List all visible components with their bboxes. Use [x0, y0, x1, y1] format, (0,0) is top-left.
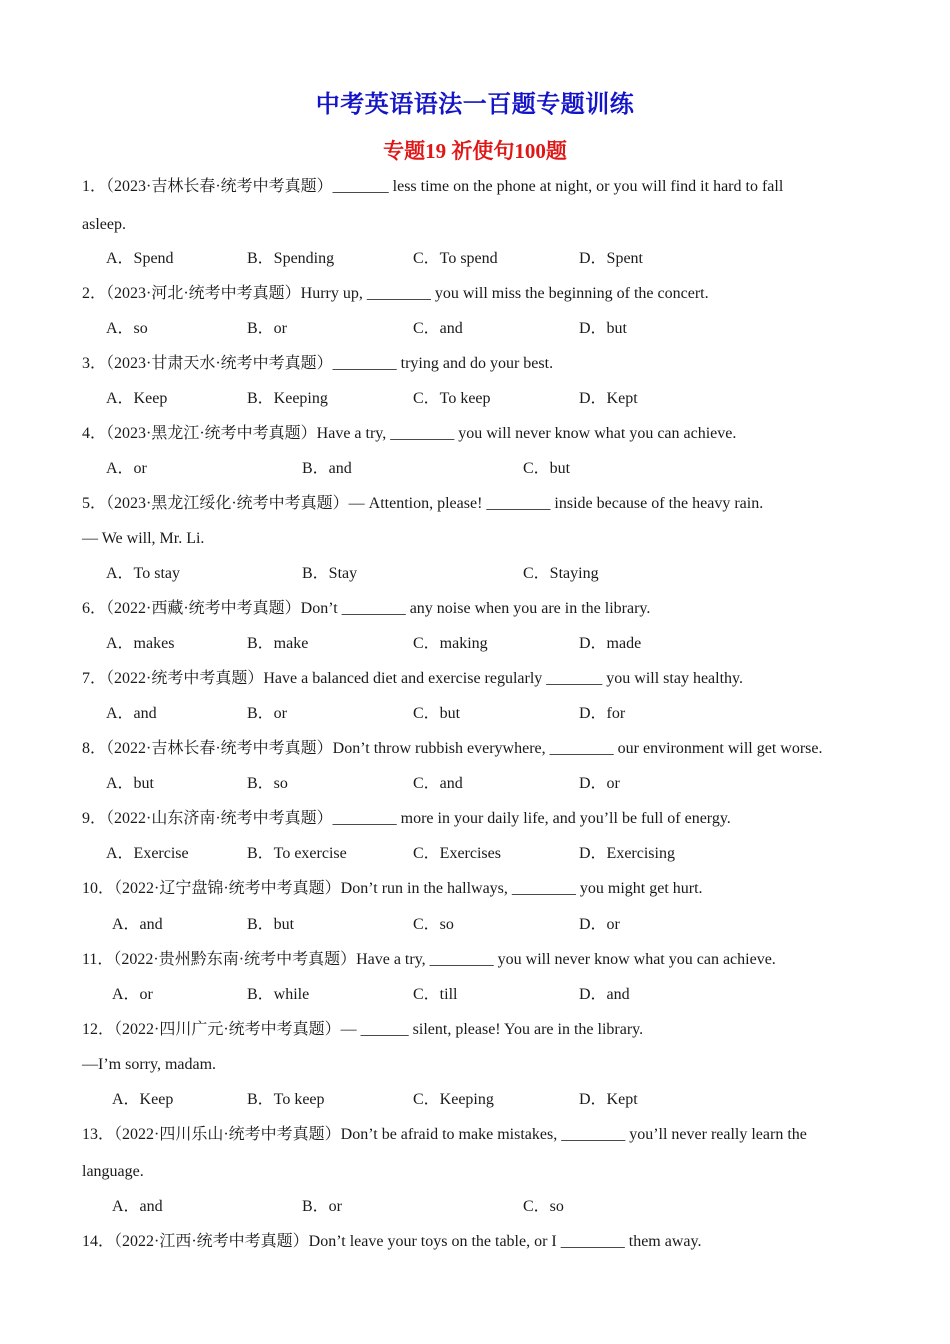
- answer-option: C．To keep: [413, 390, 491, 407]
- answer-option: A．or: [106, 460, 147, 477]
- question-text: 8．（2022·吉林长春·统考中考真题）Don’t throw rubbish everywhere, ________ our environment will get worse.: [82, 740, 823, 757]
- answer-option: D．Kept: [579, 1091, 638, 1108]
- answer-option: A．Spend: [106, 250, 174, 267]
- answer-option: B．make: [247, 635, 309, 652]
- answer-option: A．To stay: [106, 565, 180, 582]
- question-text: 14．（2022·江西·统考中考真题）Don’t leave your toys on the table, or I ________ them away.: [82, 1233, 702, 1250]
- question-text: 5．（2023·黑龙江绥化·统考中考真题）— Attention, please! ________ inside because of the heavy rain.: [82, 495, 764, 512]
- answer-option: D．Kept: [579, 390, 638, 407]
- document-subtitle: 专题19 祈使句100题: [383, 139, 567, 163]
- answer-option: A．Exercise: [106, 845, 189, 862]
- answer-option: C．but: [523, 460, 571, 477]
- answer-option: B．but: [247, 916, 295, 933]
- answer-option: D．Exercising: [579, 845, 675, 862]
- question-text: 6．（2022·西藏·统考中考真题）Don’t ________ any noise when you are in the library.: [82, 600, 651, 617]
- question-text: 10．（2022·辽宁盘锦·统考中考真题）Don’t run in the hallways, ________ you might get hurt.: [82, 880, 703, 897]
- answer-option: A．Keep: [106, 390, 168, 407]
- question-text: 12．（2022·四川广元·统考中考真题）— ______ silent, please! You are in the library.: [82, 1021, 644, 1038]
- question-text-continued: language.: [82, 1163, 144, 1180]
- answer-option: C．so: [413, 916, 454, 933]
- answer-option: D．or: [579, 775, 620, 792]
- question-text: 2．（2023·河北·统考中考真题）Hurry up, ________ you will miss the beginning of the concert.: [82, 285, 709, 302]
- answer-option: B．Keeping: [247, 390, 328, 407]
- question-text-continued: —I’m sorry, madam.: [82, 1056, 217, 1073]
- question-text: 4．（2023·黑龙江·统考中考真题）Have a try, ________ you will never know what you can achieve.: [82, 425, 737, 442]
- answer-option: D．made: [579, 635, 642, 652]
- answer-option: C．To spend: [413, 250, 498, 267]
- answer-option: A．and: [112, 1198, 163, 1215]
- question-text: 11．（2022·贵州黔东南·统考中考真题）Have a try, ________ you will never know what you can achieve.: [82, 951, 776, 968]
- answer-option: A．and: [106, 705, 157, 722]
- answer-option: D．and: [579, 986, 630, 1003]
- answer-option: B．Stay: [302, 565, 358, 582]
- answer-option: A．but: [106, 775, 155, 792]
- answer-option: A．or: [112, 986, 153, 1003]
- answer-option: C．but: [413, 705, 461, 722]
- answer-option: B．or: [302, 1198, 343, 1215]
- document-title: 中考英语语法一百题专题训练: [315, 92, 635, 118]
- question-text: 1．（2023·吉林长春·统考中考真题）_______ less time on the phone at night, or you will find it hard to fall: [82, 178, 784, 195]
- answer-option: C．and: [413, 775, 463, 792]
- answer-option: C．making: [413, 635, 488, 652]
- question-text: 3．（2023·甘肃天水·统考中考真题）________ trying and do your best.: [82, 355, 554, 372]
- answer-option: B．Spending: [247, 250, 335, 267]
- answer-option: B．To exercise: [247, 845, 347, 862]
- answer-option: C．so: [523, 1198, 564, 1215]
- answer-option: C．and: [413, 320, 463, 337]
- answer-option: B．or: [247, 320, 288, 337]
- answer-option: D．or: [579, 916, 620, 933]
- answer-option: B．while: [247, 986, 310, 1003]
- answer-option: A．so: [106, 320, 148, 337]
- answer-option: C．Exercises: [413, 845, 501, 862]
- answer-option: A．and: [112, 916, 163, 933]
- answer-option: D．Spent: [579, 250, 644, 267]
- question-text-continued: asleep.: [82, 216, 126, 233]
- answer-option: C．Keeping: [413, 1091, 494, 1108]
- answer-option: B．so: [247, 775, 288, 792]
- answer-option: D．for: [579, 705, 626, 722]
- question-text-continued: — We will, Mr. Li.: [82, 530, 205, 547]
- answer-option: B．or: [247, 705, 288, 722]
- answer-option: D．but: [579, 320, 628, 337]
- question-text: 7．（2022·统考中考真题）Have a balanced diet and exercise regularly _______ you will stay healthy.: [82, 670, 744, 687]
- answer-option: B．To keep: [247, 1091, 325, 1108]
- question-text: 9．（2022·山东济南·统考中考真题）________ more in your daily life, and you’ll be full of energy.: [82, 810, 731, 827]
- answer-option: A．Keep: [112, 1091, 174, 1108]
- question-text: 13．（2022·四川乐山·统考中考真题）Don’t be afraid to make mistakes, ________ you’ll never really learn the: [82, 1126, 807, 1143]
- answer-option: C．Staying: [523, 565, 599, 582]
- answer-option: B．and: [302, 460, 352, 477]
- answer-option: C．till: [413, 986, 458, 1003]
- answer-option: A．makes: [106, 635, 175, 652]
